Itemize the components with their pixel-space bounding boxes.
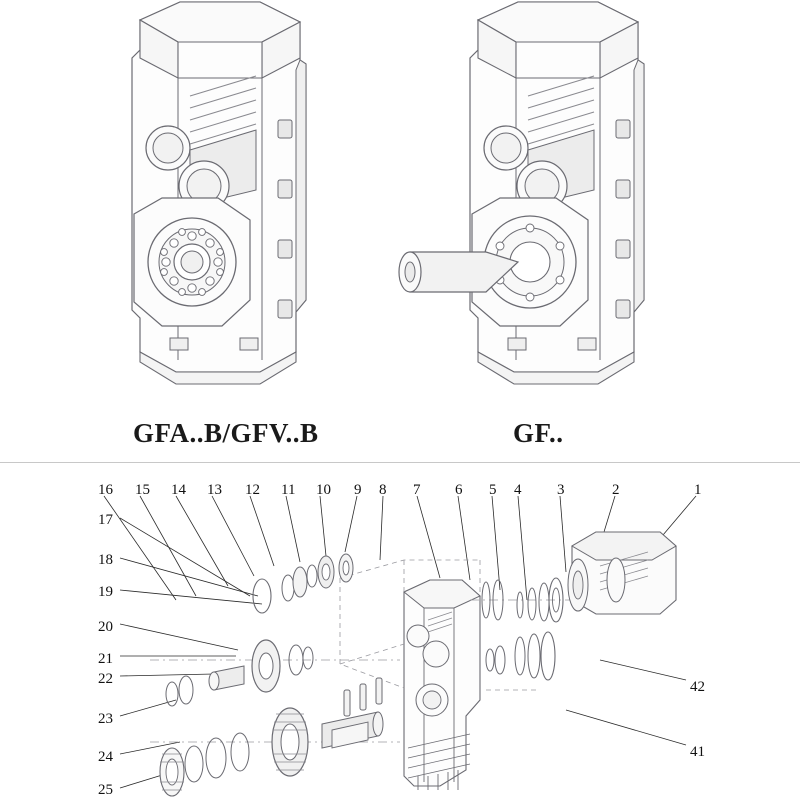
callout-42: 42	[690, 679, 705, 695]
callout-12: 12	[245, 482, 260, 498]
callout-4: 4	[514, 482, 522, 498]
motor-assembly	[568, 532, 676, 614]
callout-7: 7	[413, 482, 421, 498]
callout-13: 13	[207, 482, 222, 498]
callout-25: 25	[98, 782, 113, 798]
callout-1: 1	[694, 482, 702, 498]
callout-8: 8	[379, 482, 387, 498]
callout-23: 23	[98, 711, 113, 727]
exploded-housing	[404, 580, 480, 786]
callout-6: 6	[455, 482, 463, 498]
axis-components	[482, 578, 563, 680]
callout-24: 24	[98, 749, 113, 765]
callout-17: 17	[98, 512, 113, 528]
left-gearbox-drawing	[132, 2, 306, 384]
callout-19: 19	[98, 584, 113, 600]
caption-left-model: GFA..B/GFV..B	[133, 418, 319, 448]
callout-10: 10	[316, 482, 331, 498]
callout-9: 9	[354, 482, 362, 498]
callout-22: 22	[98, 671, 113, 687]
callout-15: 15	[135, 482, 150, 498]
right-gearbox-drawing	[399, 2, 644, 384]
callout-3: 3	[557, 482, 565, 498]
callout-20: 20	[98, 619, 113, 635]
callout-11: 11	[281, 482, 296, 498]
callout-18: 18	[98, 552, 113, 568]
exploded-assembly-drawing	[104, 496, 696, 796]
callout-16: 16	[98, 482, 113, 498]
callout-5: 5	[489, 482, 497, 498]
callout-21: 21	[98, 651, 113, 667]
callout-14: 14	[171, 482, 186, 498]
callout-2: 2	[612, 482, 620, 498]
section-divider	[0, 462, 800, 463]
callout-41: 41	[690, 744, 705, 760]
caption-right-model: GF..	[513, 418, 564, 448]
